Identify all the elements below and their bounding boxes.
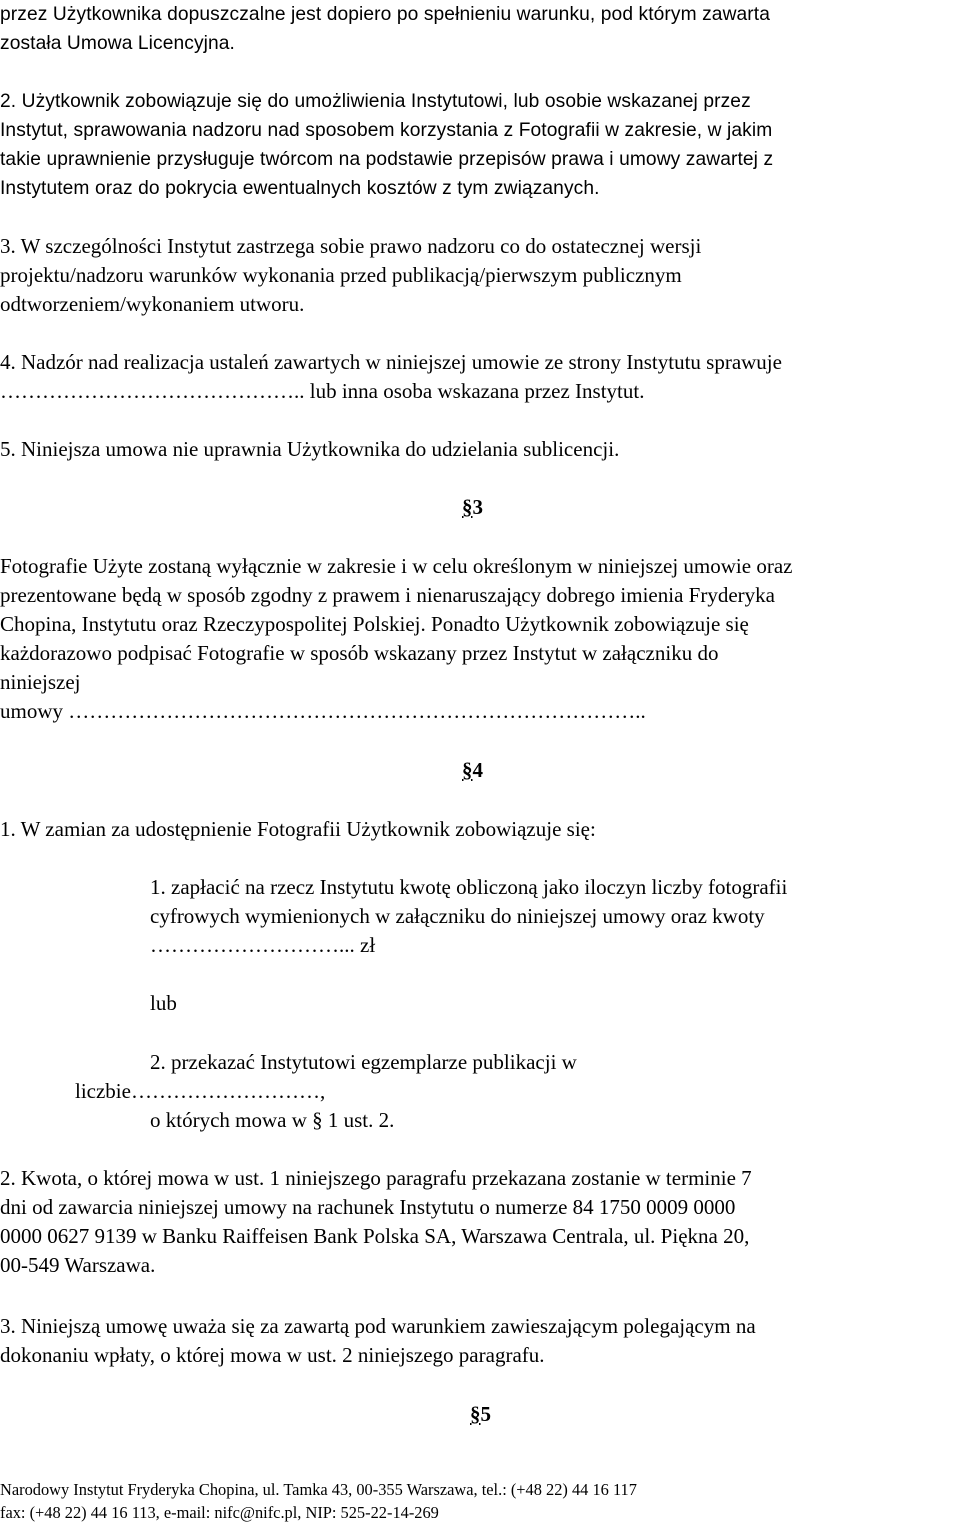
sec3-line-1: Fotografie Użyte zostaną wyłącznie w zakresie i w celu określonym w niniejszej umowie oraz [0,554,793,578]
section-4-heading [462,757,483,783]
sec3-line-3: Chopina, Instytutu oraz Rzeczypospolitej Polskiej. Ponadto Użytkownik zobowiązuje się [0,612,749,636]
section-3-heading [462,494,483,520]
p4-line-2: …………………………………….. lub inna osoba wskazana przez Instytut. [0,379,645,403]
section-number: 3 [472,495,483,519]
intro-line-2: została Umowa Licencyjna. [0,33,235,54]
section-number: 4 [472,758,483,782]
sec4-intro: 1. W zamian za udostępnienie Fotografii Użytkownik zobowiązuje się: [0,817,596,841]
sec3-line-4: każdorazowo podpisać Fotografie w sposób wskazany przez Instytut w załączniku do [0,641,719,665]
section-symbol: § [470,1402,481,1426]
sec4-item1-line-1: 1. zapłacić na rzecz Instytutu kwotę obliczoną jako iloczyn liczby fotografii [150,875,788,899]
p2-line-4: Instytutem oraz do pokrycia ewentualnych kosztów z tym związanych. [0,178,600,199]
section-symbol: § [462,495,473,519]
p2-line-2: Instytut, sprawowania nadzoru nad sposobem korzystania z Fotografii w zakresie, w jakim [0,120,773,141]
sec4-item1-line-3: ………………………... zł [150,933,376,957]
sec4-item2-line-2: liczbie………………………, [75,1079,326,1103]
section-5-heading [470,1401,491,1427]
section-number: 5 [480,1402,491,1426]
sec3-line-5: niniejszej [0,670,81,694]
p2-line-1: 2. Użytkownik zobowiązuje się do umożliwienia Instytutowi, lub osobie wskazanej przez [0,91,751,112]
sec4-p2-line-3: 0000 0627 9139 w Banku Raiffeisen Bank Polska SA, Warszawa Centrala, ul. Piękna 20, [0,1224,750,1248]
p3-line-3: odtworzeniem/wykonaniem utworu. [0,292,305,316]
sec4-item2-line-3: o których mowa w § 1 ust. 2. [150,1108,395,1132]
footer-line-1: Narodowy Instytut Fryderyka Chopina, ul. Tamka 43, 00-355 Warszawa, tel.: (+48 22) 44 16 117 [0,1480,637,1499]
sec4-p3-line-1: 3. Niniejszą umowę uważa się za zawartą pod warunkiem zawieszającym polegającym na [0,1314,756,1338]
footer-line-2: fax: (+48 22) 44 16 113, e-mail: nifc@nifc.pl, NIP: 525-22-14-269 [0,1503,439,1522]
sec3-line-6: umowy ……………………………………………………………………….. [0,699,646,723]
sec4-p2-line-2: dni od zawarcia niniejszej umowy na rachunek Instytutu o numerze 84 1750 0009 0000 [0,1195,736,1219]
p5-line: 5. Niniejsza umowa nie uprawnia Użytkownika do udzielania sublicencji. [0,437,620,461]
sec4-p3-line-2: dokonaniu wpłaty, o której mowa w ust. 2 niniejszego paragrafu. [0,1343,545,1367]
sec4-item2-line-1: 2. przekazać Instytutowi egzemplarze publikacji w [150,1050,577,1074]
sec4-p2-line-4: 00-549 Warszawa. [0,1253,156,1277]
p2-line-3: takie uprawnienie przysługuje twórcom na podstawie przepisów prawa i umowy zawartej z [0,149,774,170]
intro-line-1: przez Użytkownika dopuszczalne jest dopiero po spełnieniu warunku, pod którym zawarta [0,4,770,25]
sec4-item1-line-2: cyfrowych wymienionych w załączniku do niniejszej umowy oraz kwoty [150,904,765,928]
p3-line-1: 3. W szczególności Instytut zastrzega sobie prawo nadzoru co do ostatecznej wersji [0,234,702,258]
sec4-or: lub [150,991,177,1015]
sec4-p2-line-1: 2. Kwota, o której mowa w ust. 1 niniejszego paragrafu przekazana zostanie w terminie 7 [0,1166,752,1190]
p4-line-1: 4. Nadzór nad realizacja ustaleń zawartych w niniejszej umowie ze strony Instytutu sprawuje [0,350,782,374]
sec3-line-2: prezentowane będą w sposób zgodny z prawem i nienaruszający dobrego imienia Fryderyka [0,583,775,607]
section-symbol: § [462,758,473,782]
p3-line-2: projektu/nadzoru warunków wykonania przed publikacją/pierwszym publicznym [0,263,682,287]
